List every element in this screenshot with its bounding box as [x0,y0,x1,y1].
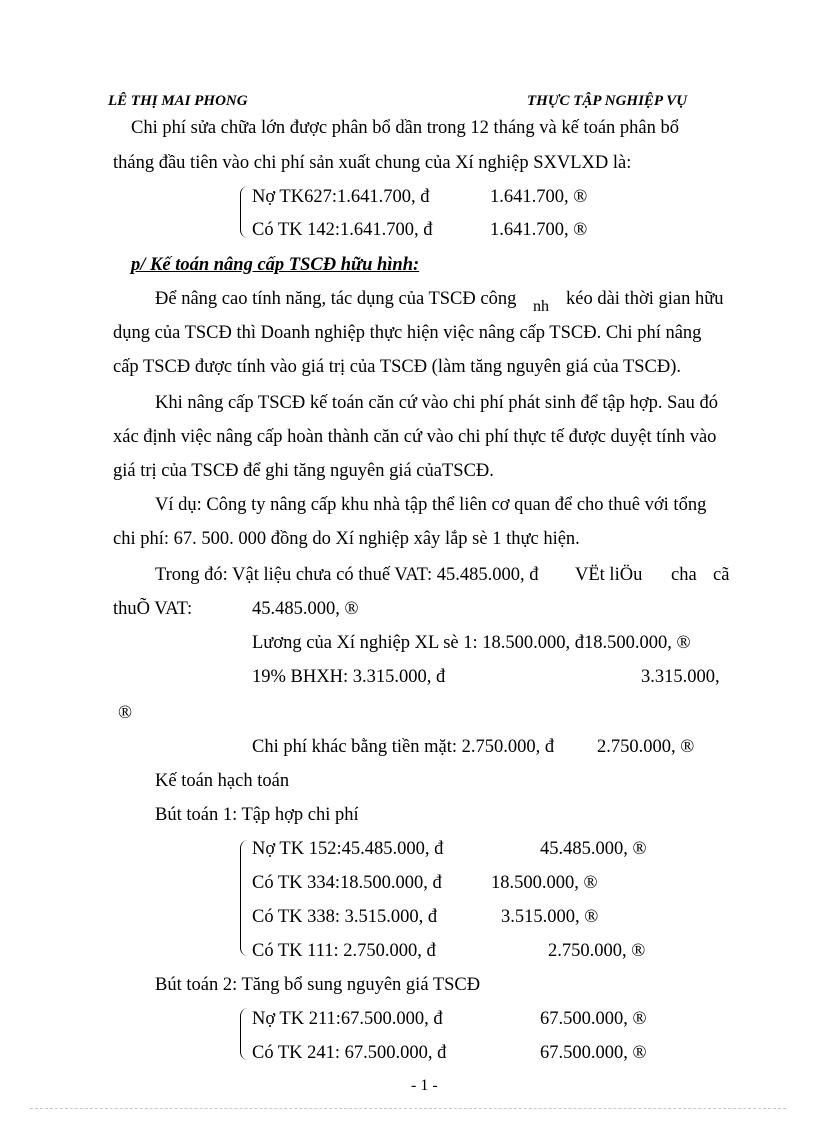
entries1-row-4-label: Có TK 111: 2.750.000, đ [252,941,436,961]
example-line-2: chi phí: 67. 500. 000 đồng do Xí nghiệp xây lắp sè 1 thực hiện. [113,529,580,549]
para2-line-3: giá trị của TSCĐ để ghi tăng nguyên giá củaTSCĐ. [113,461,494,481]
accounting-step-1: Bút toán 1: Tập hợp chi phí [155,805,359,825]
page-number: - 1 - [411,1077,438,1094]
breakdown-line-4a: 19% BHXH: 3.315.000, đ [252,667,446,687]
entries2-row-2-amount: 67.500.000, ® [540,1043,647,1063]
intro-line-2: tháng đầu tiên vào chi phí sản xuất chung của Xí nghiệp SXVLXD là: [113,153,632,173]
section-title: p/ Kế toán nâng cấp TSCĐ hữu hình: [131,255,420,275]
breakdown-line-6b: 2.750.000, ® [597,737,695,757]
entry-brace [240,1008,248,1060]
entry-brace [240,840,248,956]
header-author: LÊ THỊ MAI PHONG [108,93,248,109]
breakdown-line-2b: 45.485.000, ® [252,599,359,619]
entries1-row-4-amount: 2.750.000, ® [548,941,646,961]
entries1-row-1-label: Nợ TK 152:45.485.000, đ [252,839,444,859]
breakdown-line-1c: cha [671,565,697,585]
para1-line-1: Để nâng cao tính năng, tác dụng của TSCĐ công [155,289,517,309]
para1-line-1-end: kéo dài thời gian hữu [566,289,724,309]
breakdown-line-5: ® [118,703,133,723]
intro-line-1: Chi phí sửa chữa lớn được phân bổ dần trong 12 tháng và kế toán phân bổ [131,118,680,138]
entries2-row-1-label: Nợ TK 211:67.500.000, đ [252,1009,443,1029]
entry0-debit-amount: 1.641.700, ® [490,187,588,207]
entry0-debit-label: Nợ TK627:1.641.700, đ [252,187,430,207]
header-subject: THỰC TẬP NGHIỆP VỤ [527,93,688,109]
entries1-row-3-label: Có TK 338: 3.515.000, đ [252,907,438,927]
breakdown-line-1b: VËt liÖu [575,565,643,585]
breakdown-line-6a: Chi phí khác bằng tiền mặt: 2.750.000, đ [252,737,555,757]
entries1-row-1-amount: 45.485.000, ® [540,839,647,859]
para1-line-2: dụng của TSCĐ thì Doanh nghiệp thực hiện việc nâng cấp TSCĐ. Chi phí nâng [113,323,702,343]
entry0-credit-label: Có TK 142:1.641.700, đ [252,220,433,240]
entry-brace [240,186,248,238]
breakdown-line-1d: cã [713,565,730,585]
example-line-1: Ví dụ: Công ty nâng cấp khu nhà tập thể liên cơ quan để cho thuê với tổng [155,495,707,515]
entries1-row-2-label: Có TK 334:18.500.000, đ [252,873,442,893]
breakdown-line-2a: thuÕ VAT: [113,599,193,619]
breakdown-line-1: Trong đó: Vật liệu chưa có thuế VAT: 45.485.000, đ [155,565,539,585]
breakdown-line-3: Lương của Xí nghiệp XL sè 1: 18.500.000, đ18.500.000, ® [252,633,691,653]
entries2-row-2-label: Có TK 241: 67.500.000, đ [252,1043,447,1063]
page-bottom-divider [30,1108,786,1109]
para2-line-1: Khi nâng cấp TSCĐ kế toán căn cứ vào chi phí phát sinh để tập hợp. Sau đó [155,393,719,413]
para1-line-3: cấp TSCĐ được tính vào giá trị của TSCĐ (làm tăng nguyên giá của TSCĐ). [113,357,682,377]
para2-line-2: xác định việc nâng cấp hoàn thành căn cứ vào chi phí thực tế được duyệt tính vào [113,427,717,447]
accounting-step-2: Bút toán 2: Tăng bổ sung nguyên giá TSCĐ [155,975,481,995]
entries1-row-2-amount: 18.500.000, ® [491,873,598,893]
entry0-credit-amount: 1.641.700, ® [490,220,588,240]
para1-line-1-sub: nh [533,298,549,315]
breakdown-line-4b: 3.315.000, [641,667,720,687]
accounting-heading: Kế toán hạch toán [155,771,290,791]
entries1-row-3-amount: 3.515.000, ® [501,907,599,927]
entries2-row-1-amount: 67.500.000, ® [540,1009,647,1029]
